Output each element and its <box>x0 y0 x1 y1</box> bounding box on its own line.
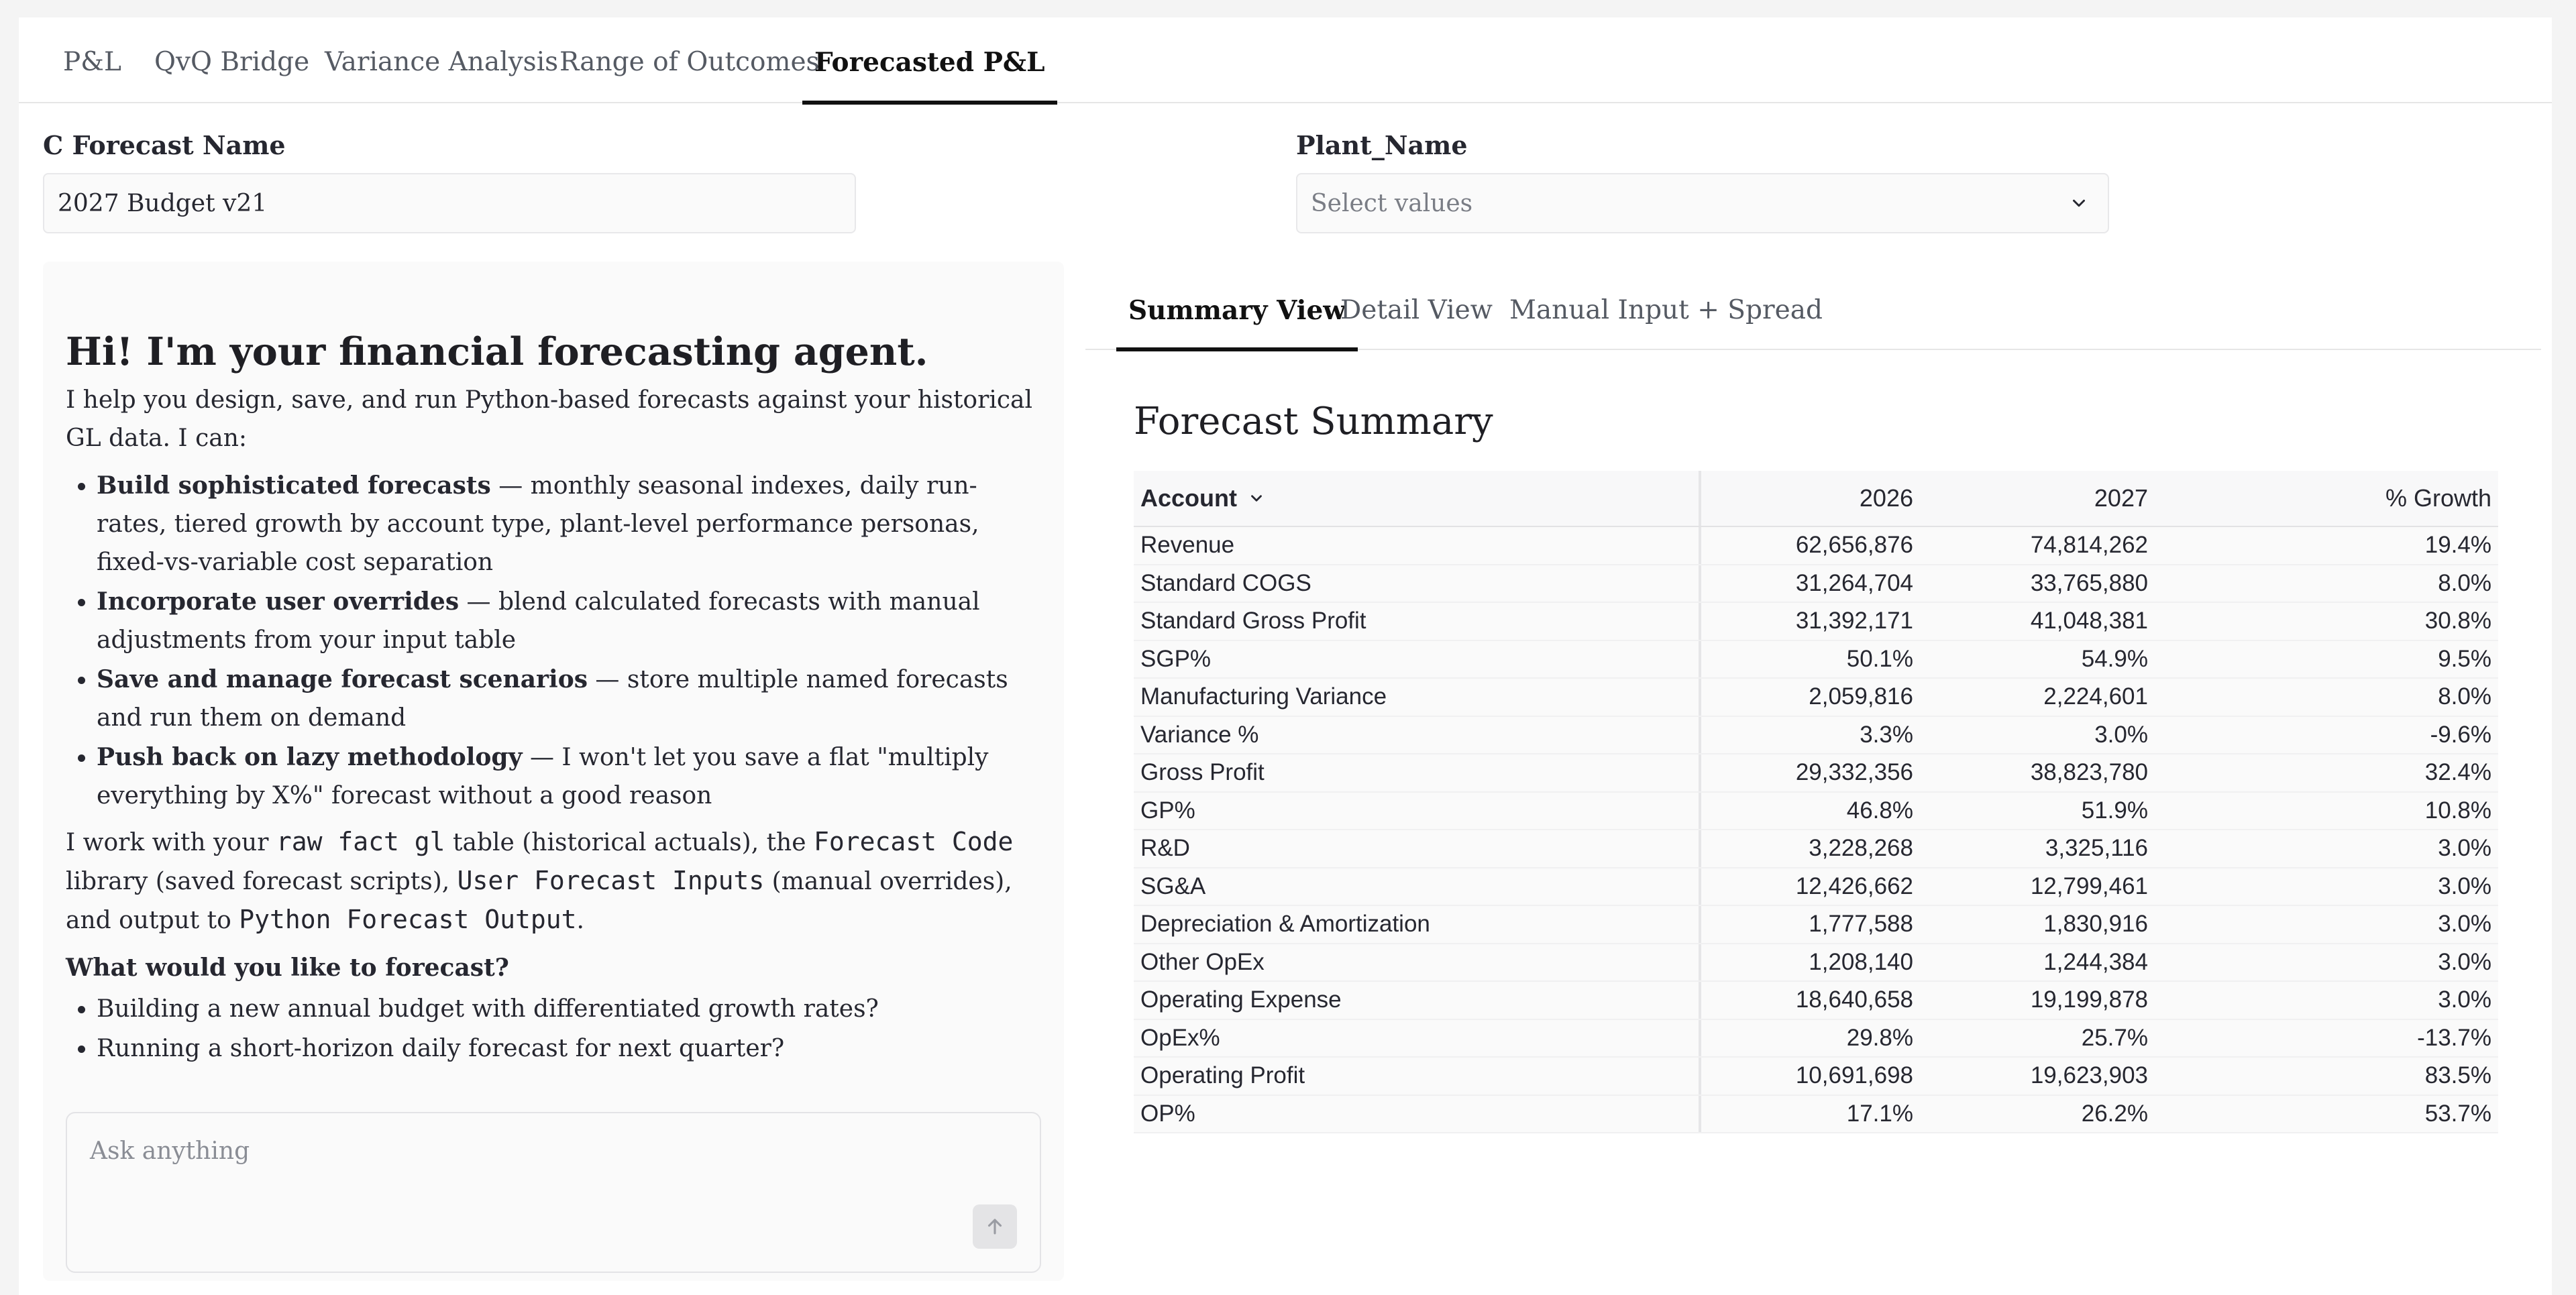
list-item: • Push back on lazy methodology — I won't let you save a flat "multiply everything by X%" forecast without a good reason <box>97 738 1045 815</box>
column-header-2026[interactable]: 2026 <box>1859 484 1913 512</box>
chat-panel <box>43 262 1064 1281</box>
cell-account: SGP% <box>1140 645 1212 672</box>
tab-qvq-bridge[interactable]: QvQ Bridge <box>154 47 310 77</box>
list-item: • Building a new annual budget with differentiated growth rates? <box>97 990 1045 1028</box>
cell-growth: 32.4% <box>2424 759 2491 786</box>
column-divider <box>1699 471 1701 526</box>
tab-range-of-outcomes[interactable]: Range of Outcomes <box>559 47 820 77</box>
cell-account: Other OpEx <box>1140 948 1265 975</box>
table-row <box>1134 906 2498 944</box>
cell-growth: 83.5% <box>2424 1062 2491 1089</box>
column-divider <box>1699 906 1701 943</box>
cell-growth: 53.7% <box>2424 1100 2491 1127</box>
cell-growth: 30.8% <box>2424 608 2491 634</box>
cell-2027: 12,799,461 <box>2030 872 2148 899</box>
cell-2027: 33,765,880 <box>2030 569 2148 596</box>
column-divider <box>1699 754 1701 791</box>
cell-2026: 1,777,588 <box>1809 911 1913 938</box>
tab-forecasted-pnl[interactable]: Forecasted P&L <box>814 47 1045 103</box>
cell-2026: 46.8% <box>1846 797 1913 824</box>
cell-2027: 51.9% <box>2081 797 2148 824</box>
suggestion-list <box>97 990 1045 1068</box>
chevron-down-icon <box>1248 490 1265 507</box>
code-user-forecast-inputs: User Forecast Inputs <box>457 866 765 895</box>
column-header-account[interactable]: Account <box>1140 471 1265 526</box>
tab-detail-view[interactable]: Detail View <box>1340 295 1493 325</box>
column-divider <box>1699 565 1701 602</box>
list-item: • Save and manage forecast scenarios — store multiple named forecasts and run them on demand <box>97 661 1045 737</box>
forecast-name-input[interactable] <box>43 173 856 233</box>
table-row <box>1134 1096 2498 1134</box>
cell-2026: 3.3% <box>1860 721 1913 748</box>
cell-account: Standard COGS <box>1140 569 1311 596</box>
cell-account: Operating Expense <box>1140 987 1342 1013</box>
arrow-up-icon <box>983 1215 1006 1238</box>
cell-account: GP% <box>1140 797 1195 824</box>
cell-growth: 10.8% <box>2424 797 2491 824</box>
table-row <box>1134 944 2498 982</box>
column-divider <box>1699 527 1701 564</box>
forecast-summary-title: Forecast Summary <box>1134 400 1493 443</box>
table-row <box>1134 1058 2498 1096</box>
cell-2027: 3.0% <box>2094 721 2148 748</box>
cell-2027: 3,325,116 <box>2045 835 2148 862</box>
forecast-name-label: C Forecast Name <box>43 130 286 160</box>
main-tab-bar <box>19 17 2552 103</box>
cell-account: Gross Profit <box>1140 759 1265 786</box>
column-divider <box>1699 641 1701 678</box>
column-divider <box>1699 679 1701 716</box>
cell-2026: 31,264,704 <box>1795 569 1913 596</box>
plant-name-placeholder: Select values <box>1311 189 1473 217</box>
table-row <box>1134 1020 2498 1058</box>
cell-growth: 8.0% <box>2438 569 2491 596</box>
cell-2027: 19,199,878 <box>2030 987 2148 1013</box>
cell-account: OpEx% <box>1140 1024 1220 1051</box>
column-divider <box>1699 982 1701 1019</box>
column-divider <box>1699 944 1701 981</box>
column-header-growth[interactable]: % Growth <box>2385 484 2491 512</box>
list-item: • Incorporate user overrides — blend calculated forecasts with manual adjustments from your input table <box>97 583 1045 659</box>
cell-account: Depreciation & Amortization <box>1140 911 1430 938</box>
column-divider <box>1699 830 1701 867</box>
column-divider <box>1699 1096 1701 1133</box>
column-header-2027[interactable]: 2027 <box>2094 484 2148 512</box>
send-button[interactable] <box>973 1204 1017 1249</box>
code-raw-fact-gl: raw fact gl <box>276 827 445 856</box>
cell-growth: 19.4% <box>2424 532 2491 559</box>
cell-2026: 29,332,356 <box>1795 759 1913 786</box>
table-row <box>1134 754 2498 793</box>
list-item: • Running a short-horizon daily forecast for next quarter? <box>97 1029 1045 1068</box>
view-tab-bar <box>1085 275 2541 350</box>
column-divider <box>1699 1058 1701 1094</box>
cell-2026: 18,640,658 <box>1795 987 1913 1013</box>
cell-account: OP% <box>1140 1100 1195 1127</box>
list-item: • Build sophisticated forecasts — monthly seasonal indexes, daily run-rates, tiered growth by account type, plant-level performance personas, fixed-vs-variable cost separation <box>97 467 1045 581</box>
cell-2027: 1,830,916 <box>2043 911 2148 938</box>
capability-list <box>97 467 1045 815</box>
cell-growth: 3.0% <box>2438 872 2491 899</box>
cell-2026: 62,656,876 <box>1795 532 1913 559</box>
cell-2027: 41,048,381 <box>2030 608 2148 634</box>
cell-account: SG&A <box>1140 872 1206 899</box>
table-row <box>1134 565 2498 604</box>
cell-account: Manufacturing Variance <box>1140 683 1387 710</box>
cell-2026: 10,691,698 <box>1795 1062 1913 1089</box>
table-row <box>1134 830 2498 868</box>
cell-2027: 19,623,903 <box>2030 1062 2148 1089</box>
cell-2026: 12,426,662 <box>1795 872 1913 899</box>
table-body <box>1134 527 2498 1133</box>
tab-manual-input-spread[interactable]: Manual Input + Spread <box>1509 295 1823 325</box>
column-divider <box>1699 717 1701 754</box>
chat-title: Hi! I'm your financial forecasting agent. <box>66 329 928 374</box>
column-divider <box>1699 1020 1701 1057</box>
code-python-forecast-output: Python Forecast Output <box>239 905 577 934</box>
cell-account: R&D <box>1140 835 1190 862</box>
tab-variance-analysis[interactable]: Variance Analysis <box>325 47 559 77</box>
cell-2027: 38,823,780 <box>2030 759 2148 786</box>
forecast-name-value: 2027 Budget v21 <box>58 189 268 217</box>
cell-account: Standard Gross Profit <box>1140 608 1366 634</box>
forecast-summary-table <box>1134 471 2498 1133</box>
cell-2026: 50.1% <box>1846 645 1913 672</box>
plant-name-select[interactable] <box>1296 173 2109 233</box>
cell-growth: -9.6% <box>2430 721 2491 748</box>
cell-2027: 74,814,262 <box>2030 532 2148 559</box>
column-divider <box>1699 868 1701 905</box>
table-row <box>1134 717 2498 755</box>
tab-summary-view[interactable]: Summary View <box>1128 295 1346 350</box>
table-row <box>1134 982 2498 1020</box>
table-row <box>1134 603 2498 641</box>
table-row <box>1134 868 2498 907</box>
table-header <box>1134 471 2498 527</box>
chat-message <box>66 329 1045 1076</box>
cell-2026: 31,392,171 <box>1795 608 1913 634</box>
plant-name-label: Plant_Name <box>1296 130 1468 160</box>
cell-2026: 3,228,268 <box>1809 835 1913 862</box>
work-with-paragraph: I work with your raw fact gl table (historical actuals), the Forecast Code library (saved forecast scripts), User Forecast Inputs (manual overrides), and output to Python Forecast Output. <box>66 827 1014 934</box>
cell-2027: 25.7% <box>2081 1024 2148 1051</box>
code-forecast-code: Forecast Code <box>813 827 1014 856</box>
table-row <box>1134 641 2498 679</box>
cell-2026: 1,208,140 <box>1809 948 1913 975</box>
cell-2027: 2,224,601 <box>2043 683 2148 710</box>
cell-growth: 3.0% <box>2438 987 2491 1013</box>
column-divider <box>1699 793 1701 830</box>
cell-growth: 3.0% <box>2438 911 2491 938</box>
cell-growth: 3.0% <box>2438 835 2491 862</box>
column-divider <box>1699 603 1701 640</box>
cell-2027: 1,244,384 <box>2043 948 2148 975</box>
table-row <box>1134 527 2498 565</box>
table-row <box>1134 679 2498 717</box>
cell-growth: 8.0% <box>2438 683 2491 710</box>
cell-growth: 3.0% <box>2438 948 2491 975</box>
cell-growth: 9.5% <box>2438 645 2491 672</box>
cell-2026: 17.1% <box>1846 1100 1913 1127</box>
cell-2027: 26.2% <box>2081 1100 2148 1127</box>
cell-2027: 54.9% <box>2081 645 2148 672</box>
chat-intro: I help you design, save, and run Python-based forecasts against your historical GL data. I can: <box>66 386 1032 452</box>
chat-question: What would you like to forecast? <box>66 954 509 982</box>
tab-pnl[interactable]: P&L <box>63 47 121 77</box>
cell-account: Revenue <box>1140 532 1235 559</box>
cell-2026: 2,059,816 <box>1809 683 1913 710</box>
cell-growth: -13.7% <box>2417 1024 2491 1051</box>
cell-account: Operating Profit <box>1140 1062 1305 1089</box>
chat-input-placeholder: Ask anything <box>90 1137 250 1165</box>
chat-input[interactable] <box>66 1112 1041 1273</box>
cell-2026: 29.8% <box>1846 1024 1913 1051</box>
table-row <box>1134 793 2498 831</box>
chevron-down-icon <box>2069 193 2089 213</box>
cell-account: Variance % <box>1140 721 1259 748</box>
